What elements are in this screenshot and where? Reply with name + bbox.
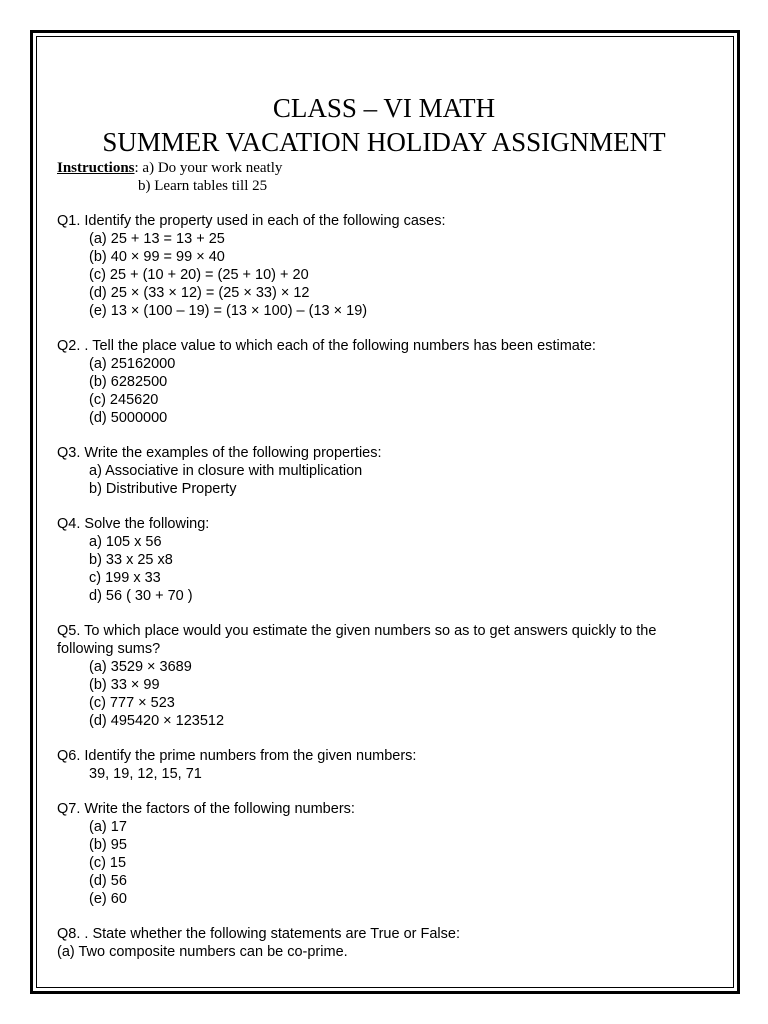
list-item: a) Associative in closure with multiplication [89,463,363,479]
instruction-1: : a) Do your work neatly [134,160,283,176]
list-item: (b) 33 × 99 [89,677,160,693]
list-item: a) 105 x 56 [89,534,162,550]
list-item: (b) 6282500 [89,374,168,390]
question-6-items [89,765,202,783]
list-item: (a) 25 + 13 = 13 + 25 [89,231,225,247]
list-item: (a) 17 [89,819,127,835]
list-item: (d) 56 [89,873,127,889]
question-2: Q2. . Tell the place value to which each of the following numbers has been estimate: [57,338,596,354]
page-title-line2: SUMMER VACATION HOLIDAY ASSIGNMENT [102,127,666,157]
list-item: b) 33 x 25 x8 [89,552,173,568]
list-item: (a) Two composite numbers can be co-prime. [57,944,348,960]
list-item: (d) 495420 × 123512 [89,713,225,729]
question-8: Q8. . State whether the following statements are True or False: [57,926,460,942]
instructions-line1 [57,159,282,177]
question-1: Q1. Identify the property used in each of the following cases: [57,213,446,229]
list-item: (c) 25 + (10 + 20) = (25 + 10) + 20 [89,267,309,283]
instruction-2: b) Learn tables till 25 [138,178,268,194]
list-item: (a) 3529 × 3689 [89,659,192,675]
question-1-items [89,230,367,320]
question-3-items [89,462,362,498]
list-item: b) Distributive Property [89,481,237,497]
list-item: c) 199 x 33 [89,570,161,586]
list-item: (b) 95 [89,837,127,853]
list-item: (c) 15 [89,855,127,871]
list-item: d) 56 ( 30 + 70 ) [89,588,193,604]
list-item: (d) 5000000 [89,410,168,426]
question-7: Q7. Write the factors of the following numbers: [57,801,355,817]
question-6: Q6. Identify the prime numbers from the given numbers: [57,748,417,764]
question-7-items [89,818,127,908]
list-item: (e) 60 [89,891,127,907]
question-3: Q3. Write the examples of the following properties: [57,445,382,461]
page-title-line1: CLASS – VI MATH [272,93,496,123]
question-4-items [89,533,193,605]
question-5-line1: Q5. To which place would you estimate the given numbers so as to get answers quickly to the [57,623,657,639]
list-item: (a) 25162000 [89,356,176,372]
question-2-items [89,355,175,427]
list-item: (c) 777 × 523 [89,695,175,711]
question-5-line2: following sums? [57,641,161,657]
list-item: (d) 25 × (33 × 12) = (25 × 33) × 12 [89,285,310,301]
list-item: (b) 40 × 99 = 99 × 40 [89,249,225,265]
question-4: Q4. Solve the following: [57,516,210,532]
list-item: (c) 245620 [89,392,159,408]
list-item: 39, 19, 12, 15, 71 [89,766,202,782]
question-5-items [89,658,224,730]
list-item: (e) 13 × (100 – 19) = (13 × 100) – (13 × 19) [89,303,368,319]
instructions-label: Instructions [57,160,135,176]
